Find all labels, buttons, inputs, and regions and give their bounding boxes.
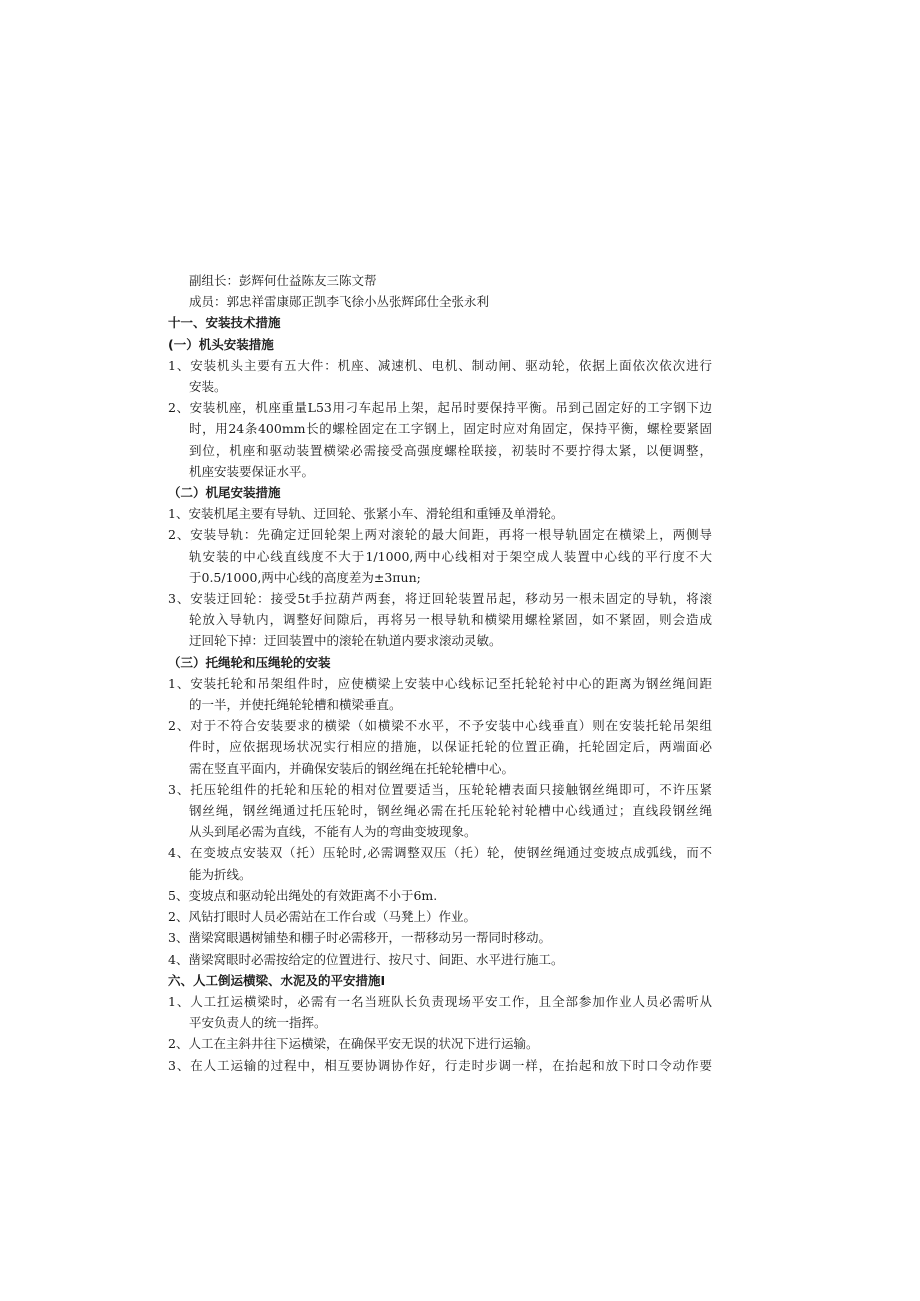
list-item: 3、在人工运输的过程中，相互要协调协作好，行走时步调一样，在抬起和放下时口令动作要 xyxy=(168,1057,712,1073)
list-item: 3、托压轮组件的托轮和压轮的相对位置要适当，压轮轮槽表面只接触钢丝绳即可，不许压紧 xyxy=(168,781,712,797)
subsection-heading: （三）托绳轮和压绳轮的安装 xyxy=(168,654,331,670)
text-line: 轮放入导轨内，调整好间隙后，再将另一根导轨和横梁用螺栓紧固，如不紧固，则会造成 xyxy=(189,612,712,628)
list-item: 3、安装迂回轮：接受5t手拉葫芦两套，将迂回轮装置吊起，移动另一根未固定的导轨，将滚 xyxy=(168,591,712,607)
text-line: 的一半，并使托绳轮轮槽和横梁垂直。 xyxy=(189,697,402,713)
list-item: 5、变坡点和驱动轮出绳处的有效距离不小于6m. xyxy=(168,887,438,903)
text-line: 钢丝绳，钢丝绳通过托压轮时，钢丝绳必需在托压轮轮衬轮槽中心线通过；直线段钢丝绳 xyxy=(189,803,712,819)
text-line: 到位，机座和驱动装置横梁必需接受高强度螺栓联接，初装时不要拧得太紧，以便调整， xyxy=(189,442,712,458)
text-line: 副组长：彭辉何仕益陈友三陈文帮 xyxy=(189,273,377,288)
list-item: 2、对于不符合安装要求的横梁（如横梁不水平，不予安装中心线垂直）则在安装托轮吊架组 xyxy=(168,718,712,734)
list-item: 1、人工扛运横梁时，必需有一名当班队长负责现场平安工作，且全部参加作业人员必需听从 xyxy=(168,993,712,1009)
list-item: 4、在变坡点安装双（托）压轮时,必需调整双压（托）轮，使钢丝绳通过变坡点成弧线，而不 xyxy=(168,845,712,861)
text-line: 平安负责人的统一指挥。 xyxy=(189,1015,327,1031)
text-line: 需在竖直平面内，并确保安装后的钢丝绳在托轮轮槽中心。 xyxy=(189,760,515,776)
text-line: 能为折线。 xyxy=(189,866,252,882)
list-item: 1、安装机头主要有五大件：机座、减速机、电机、制动闸、驱动轮，依据上面依次依次进行 xyxy=(168,357,712,373)
text-line: 轨安装的中心线直线度不大于1/1000,两中心线相对于架空成人装置中心线的平行度不大 xyxy=(189,548,712,564)
text-line: 机座安装要保证水平。 xyxy=(189,463,315,479)
list-item: 2、安装导轨：先确定迂回轮架上两对滚轮的最大间距，再将一根导轨固定在横梁上，两侧导 xyxy=(168,527,712,543)
text-line: 时，用24条400mm长的螺栓固定在工字钢上，固定时应对角固定，保持平衡，螺栓要紧固 xyxy=(189,421,712,437)
subsection-heading: （二）机尾安装措施 xyxy=(168,485,281,501)
list-item: 4、凿梁窝眼时必需按给定的位置进行、按尺寸、间距、水平进行施工。 xyxy=(168,951,564,967)
document-body xyxy=(168,270,712,1076)
subsection-heading: (一）机头安装措施 xyxy=(168,336,274,352)
list-item: 2、人工在主斜井往下运横梁，在确保平安无误的状况下进行运输。 xyxy=(168,1036,539,1052)
list-item: 2、风钻打眼时人员必需站在工作台或（马凳上）作业。 xyxy=(168,909,476,925)
text-line: 安装。 xyxy=(189,379,227,395)
text-line: 件时，应依据现场状况实行相应的措施，以保证托轮的位置正确，托轮固定后，两端面必 xyxy=(189,739,712,755)
section-heading: 十一、安装技术措施 xyxy=(168,315,281,331)
list-item: 1、安装托轮和吊架组件时，应使横梁上安装中心线标记至托轮轮衬中心的距离为钢丝绳间距 xyxy=(168,675,712,691)
list-item: 1、安装机尾主要有导轨、迂回轮、张紧小车、滑轮组和重锤及单滑轮。 xyxy=(168,506,564,522)
list-item: 2、安装机座，机座重量L53用刁车起吊上架，起吊时要保持平衡。吊到己固定好的工字钢下边 xyxy=(168,400,712,416)
text-line: 于0.5/1000,两中心线的高度差为±3πun; xyxy=(189,569,421,585)
text-line: 成员：郭忠祥雷康郧正凯李飞徐小丛张辉邱仕全张永利 xyxy=(189,294,490,310)
section-heading: 六、人工倒运横梁、水泥及的平安措施I xyxy=(168,972,386,988)
text-line: 从头到尾必需为直线，不能有人为的弯曲变坡现象。 xyxy=(189,824,477,840)
list-item: 3、凿梁窝眼遇树铺垫和棚子时必需移开，一帮移动另一帮同时移动。 xyxy=(168,930,551,946)
text-line: 迂回轮下掉：迂回装置中的滚轮在轨道内要求滚动灵敏。 xyxy=(189,633,502,649)
